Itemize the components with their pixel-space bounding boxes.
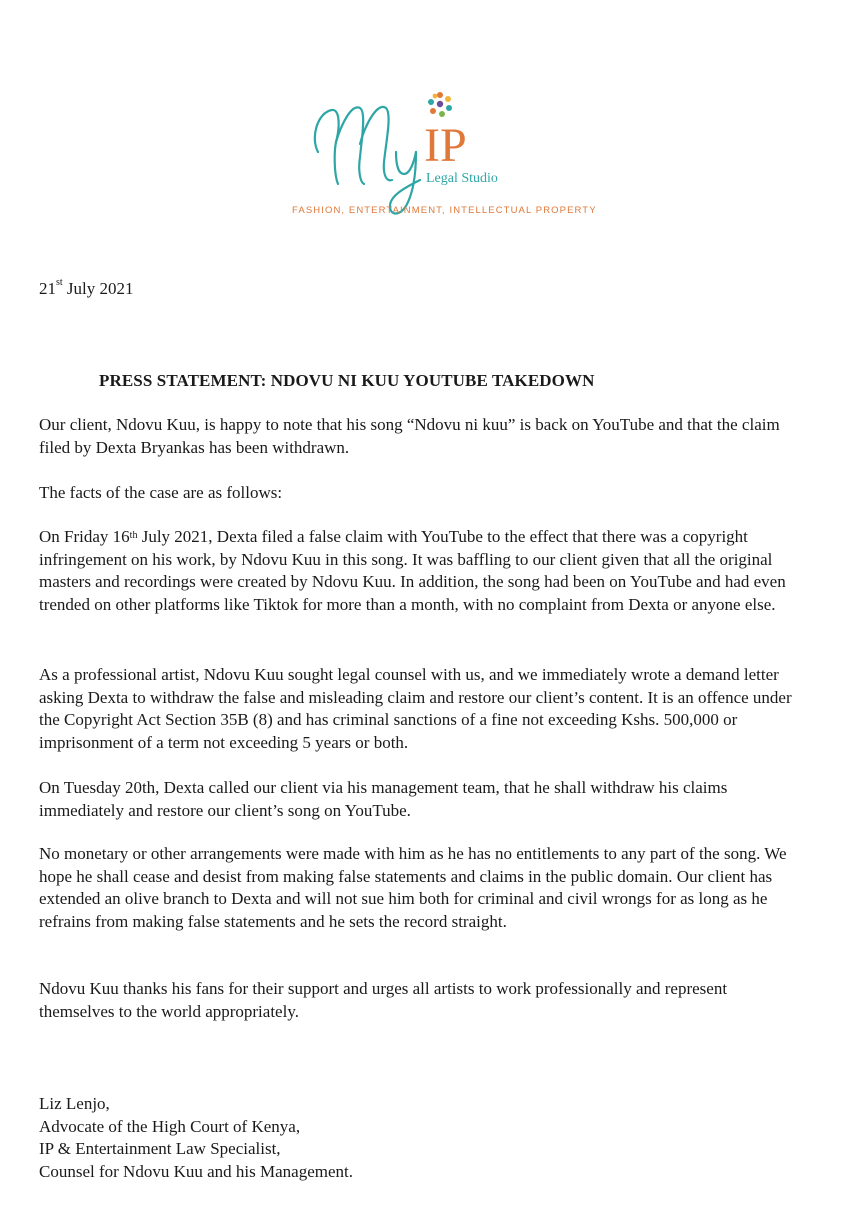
paragraph-2: The facts of the case are as follows: [39, 483, 283, 502]
date-day: 21 [39, 279, 56, 298]
signatory-title-2: IP & Entertainment Law Specialist, [39, 1139, 281, 1158]
signatory-title-1: Advocate of the High Court of Kenya, [39, 1116, 301, 1136]
logo-subtitle: Legal Studio [426, 171, 498, 186]
paragraph-4: As a professional artist, Ndovu Kuu sought legal counsel with us, and we immediately wrote a demand letter asking Dexta to withdraw the false and misleading claim and restore our client’s content. It is an offence under the Copyright Act Section 35B (8) and has criminal sanctions of a fine not exceeding Kshs. 500,000 or imprisonment of a term not exceeding 5 years or both. [39, 665, 792, 753]
statement-headline: PRESS STATEMENT: NDOVU NI KUU YOUTUBE TAKEDOWN [99, 371, 595, 390]
statement-date [39, 279, 134, 299]
paragraph-3 [39, 526, 799, 617]
signature-block [39, 1093, 353, 1183]
paragraph-1: Our client, Ndovu Kuu, is happy to note that his song “Ndovu ni kuu” is back on YouTube and that the claim filed by Dexta Bryankas has been withdrawn. [39, 415, 780, 457]
paragraph-3-start: On Friday 16 [39, 527, 130, 546]
signatory-name: Liz Lenjo, [39, 1094, 110, 1113]
paragraph-3-sup: th [129, 530, 138, 541]
paragraph-3-rest: July 2021, Dexta filed a false claim with YouTube to the effect that there was a copyright infringement on his work, by Ndovu Kuu in this song. It was baffling to our client given that all the original masters and recordings were created by Ndovu Kuu. In addition, the song had been on YouTube and had even trended on other platforms like Tiktok for more than a month, with no complaint from Dexta or anyone else. [39, 527, 786, 615]
logo-tagline: FASHION, ENTERTAINMENT, INTELLECTUAL PROPERTY [292, 205, 597, 216]
signatory-title-3: Counsel for Ndovu Kuu and his Management. [39, 1161, 353, 1181]
paragraph-7: Ndovu Kuu thanks his fans for their support and urges all artists to work professionally and represent themselves to the world appropriately. [39, 979, 728, 1021]
date-rest: July 2021 [62, 279, 134, 298]
paragraph-5: On Tuesday 20th, Dexta called our client via his management team, that he shall withdraw his claims immediately and restore our client’s song on YouTube. [39, 778, 728, 820]
flower-icon [428, 92, 452, 117]
paragraph-6: No monetary or other arrangements were made with him as he has no entitlements to any part of the song. We hope he shall cease and desist from making false statements and claims in the public domain. Our client has extended an olive branch to Dexta and will not sue him both for criminal and civil wrongs for as long as he refrains from making false statements and he sets the record straight. [39, 844, 787, 932]
date-suffix: st [56, 277, 63, 288]
logo-ip-text: IP [424, 119, 467, 172]
